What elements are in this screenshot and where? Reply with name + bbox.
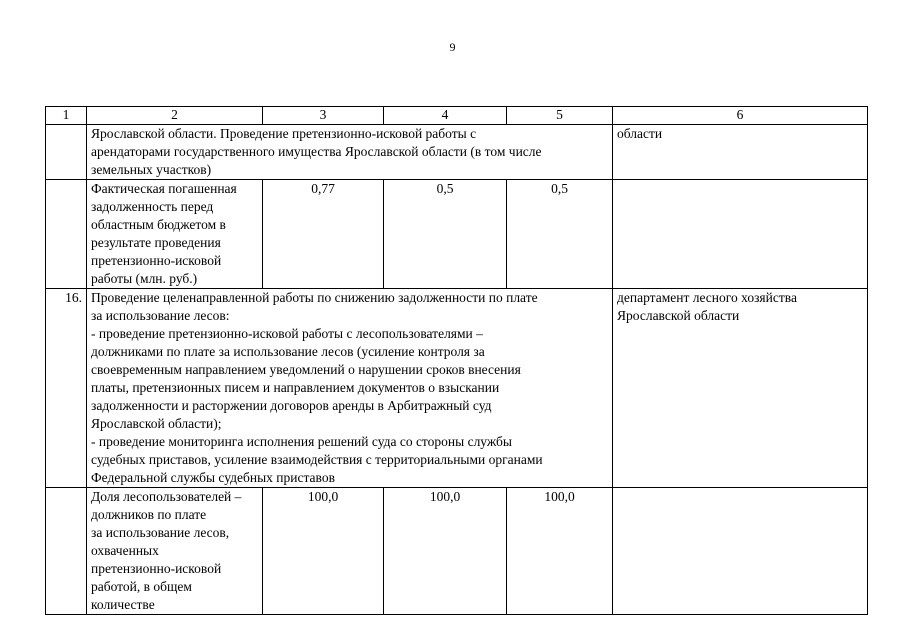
- indicator-cell: [87, 488, 263, 615]
- row-number: 16.: [46, 289, 87, 488]
- indicator-line: претензионно-исковой: [91, 253, 222, 268]
- header-cell-3: 3: [263, 107, 384, 125]
- indicator-line: задолженность перед: [91, 199, 214, 214]
- responsible-cell: [613, 180, 868, 289]
- indicator-line: областным бюджетом в: [91, 217, 226, 232]
- value-col4: 100,0: [384, 488, 507, 615]
- value-col3: 0,77: [263, 180, 384, 289]
- indicator-line: количестве: [91, 597, 155, 612]
- indicator-line: охваченных: [91, 543, 159, 558]
- indicator-line: работой, в общем: [91, 579, 192, 594]
- responsible-cell: [613, 488, 868, 615]
- header-cell-4: 4: [384, 107, 507, 125]
- table-header-row: [46, 107, 868, 125]
- description-line: Федеральной службы судебных приставов: [91, 470, 335, 485]
- indicator-line: за использование лесов,: [91, 525, 230, 540]
- row-number: [46, 125, 87, 180]
- description-line: Ярославской области. Проведение претензионно-исковой работы с: [91, 126, 477, 141]
- row-number: [46, 180, 87, 289]
- indicator-line: работы (млн. руб.): [91, 271, 198, 286]
- description-line: судебных приставов, усиление взаимодействия с территориальными органами: [91, 452, 543, 467]
- description-line: - проведение претензионно-исковой работы с лесопользователями –: [91, 326, 483, 341]
- description-line: - проведение мониторинга исполнения решений суда со стороны службы: [91, 434, 512, 449]
- description-line: задолженности и расторжении договоров аренды в Арбитражный суд: [91, 398, 492, 413]
- responsible-cell: [613, 289, 868, 488]
- table-row: [46, 488, 868, 615]
- header-cell-1: 1: [46, 107, 87, 125]
- description-line: должниками по плате за использование лесов (усиление контроля за: [91, 344, 485, 359]
- description-line: своевременным направлением уведомлений о нарушении сроков внесения: [91, 362, 521, 377]
- description-line: за использование лесов:: [91, 308, 230, 323]
- indicator-line: результате проведения: [91, 235, 221, 250]
- table-row: [46, 180, 868, 289]
- indicator-line: должников по плате: [91, 507, 207, 522]
- header-cell-5: 5: [507, 107, 613, 125]
- value-col4: 0,5: [384, 180, 507, 289]
- row-description: [87, 289, 613, 488]
- header-cell-2: 2: [87, 107, 263, 125]
- indicator-cell: [87, 180, 263, 289]
- page-number: 9: [449, 40, 456, 54]
- responsible-line: Ярославской области: [617, 308, 740, 323]
- value-col3: 100,0: [263, 488, 384, 615]
- responsible-cell: области: [613, 125, 868, 180]
- description-line: земельных участков): [91, 162, 212, 177]
- description-line: платы, претензионных писем и направлением документов о взыскании: [91, 380, 500, 395]
- responsible-line: департамент лесного хозяйства: [617, 290, 797, 305]
- row-number: [46, 488, 87, 615]
- row-description: [87, 125, 613, 180]
- description-line: Ярославской области);: [91, 416, 222, 431]
- indicator-line: Фактическая погашенная: [91, 181, 237, 196]
- indicator-line: претензионно-исковой: [91, 561, 222, 576]
- value-col5: 100,0: [507, 488, 613, 615]
- table-row: [46, 289, 868, 488]
- indicator-line: Доля лесопользователей –: [91, 489, 242, 504]
- table-row: [46, 125, 868, 180]
- value-col5: 0,5: [507, 180, 613, 289]
- description-line: Проведение целенаправленной работы по снижению задолженности по плате: [91, 290, 538, 305]
- plan-table: [45, 106, 868, 615]
- header-cell-6: 6: [613, 107, 868, 125]
- description-line: арендаторами государственного имущества Ярославской области (в том числе: [91, 144, 542, 159]
